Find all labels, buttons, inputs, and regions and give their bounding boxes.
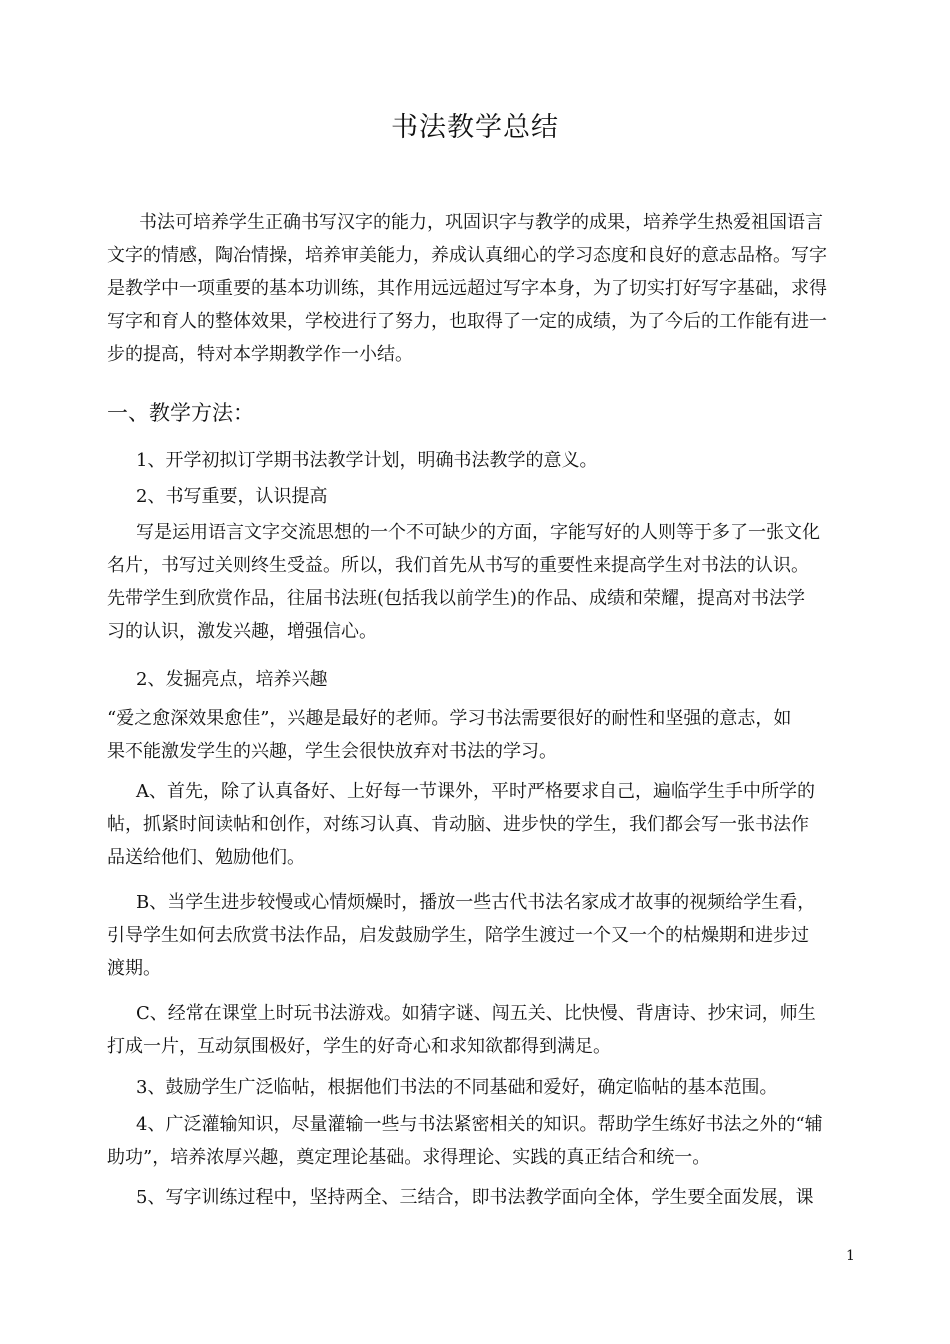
item-3-heading-text: 2、发掘亮点，培养兴趣 [136,669,328,690]
item-2-heading-text: 2、书写重要，认识提高 [136,486,328,507]
item-3-heading [136,663,860,696]
item-2-body-line: 先带学生到欣赏作品，往届书法班(包括我以前学生)的作品、成绩和荣耀，提高对书法学 [107,588,806,609]
intro-line: 书法可培养学生正确书写汉字的能力，巩固识字与教学的成果，培养学生热爱祖国语言 [139,212,823,233]
item-2-body-line: 写是运用语言文字交流思想的一个不可缺少的方面，字能写好的人则等于多了一张文化 [136,522,820,543]
item-3-body [107,702,860,768]
intro-line: 步的提高，特对本学期教学作一小结。 [107,344,413,365]
item-3-body-line: “爱之愈深效果愈佳”，兴趣是最好的老师。学习书法需要很好的耐性和坚强的意志，如 [107,708,792,729]
intro-line: 写字和育人的整体效果，学校进行了努力，也取得了一定的成绩，为了今后的工作能有进一 [107,311,827,332]
item-a-line: 帖，抓紧时间读帖和创作，对练习认真、肯动脑、进步快的学生，我们都会写一张书法作 [107,814,809,835]
item-2-body [107,516,860,648]
item-a [107,775,860,874]
item-4 [136,1071,860,1104]
item-1 [136,444,860,477]
item-c [107,997,860,1063]
item-5-line: 4、广泛灌输知识，尽量灌输一些与书法紧密相关的知识。帮助学生练好书法之外的“辅 [136,1114,823,1135]
page-number: 1 [846,1248,855,1264]
item-a-line: A、首先，除了认真备好、上好每一节课外，平时严格要求自己，遍临学生手中所学的 [136,781,815,802]
item-c-line: C、经常在课堂上时玩书法游戏。如猜字谜、闯五关、比快慢、背唐诗、抄宋词，师生 [136,1003,816,1024]
item-2-heading [136,480,860,513]
item-b-line: 引导学生如何去欣赏书法作品，启发鼓励学生，陪学生渡过一个又一个的枯燥期和进步过 [107,925,809,946]
item-2-body-line: 名片，书写过关则终生受益。所以，我们首先从书写的重要性来提高学生对书法的认识。 [107,555,809,576]
document-title: 书法教学总结 [391,112,559,143]
item-3-body-line: 果不能激发学生的兴趣，学生会很快放弃对书法的学习。 [107,741,557,762]
intro-line: 文字的情感，陶冶情操，培养审美能力，养成认真细心的学习态度和良好的意志品格。写字 [107,245,827,266]
item-b [107,886,860,985]
item-5-line: 助功”，培养浓厚兴趣，奠定理论基础。求得理论、实践的真正结合和统一。 [107,1147,711,1168]
item-b-line: B、当学生进步较慢或心情烦燥时，播放一些古代书法名家成才故事的视频给学生看， [136,892,816,913]
item-a-line: 品送给他们、勉励他们。 [107,847,305,868]
item-6-text: 5、写字训练过程中，坚持两全、三结合，即书法教学面向全体，学生要全面发展，课 [136,1187,814,1208]
item-b-line: 渡期。 [107,958,161,979]
item-2-body-line: 习的认识，激发兴趣，增强信心。 [107,621,377,642]
section-heading: 一、教学方法： [107,401,254,425]
item-c-line: 打成一片，互动氛围极好，学生的好奇心和求知欲都得到满足。 [107,1036,611,1057]
item-5 [107,1108,860,1174]
item-4-text: 3、鼓励学生广泛临帖，根据他们书法的不同基础和爱好，确定临帖的基本范围。 [136,1077,778,1098]
item-1-text: 1、开学初拟订学期书法教学计划，明确书法教学的意义。 [136,450,598,471]
item-6 [136,1181,860,1214]
intro-line: 是教学中一项重要的基本功训练，其作用远远超过写字本身，为了切实打好写字基础，求得 [107,278,827,299]
intro-paragraph [107,206,860,371]
